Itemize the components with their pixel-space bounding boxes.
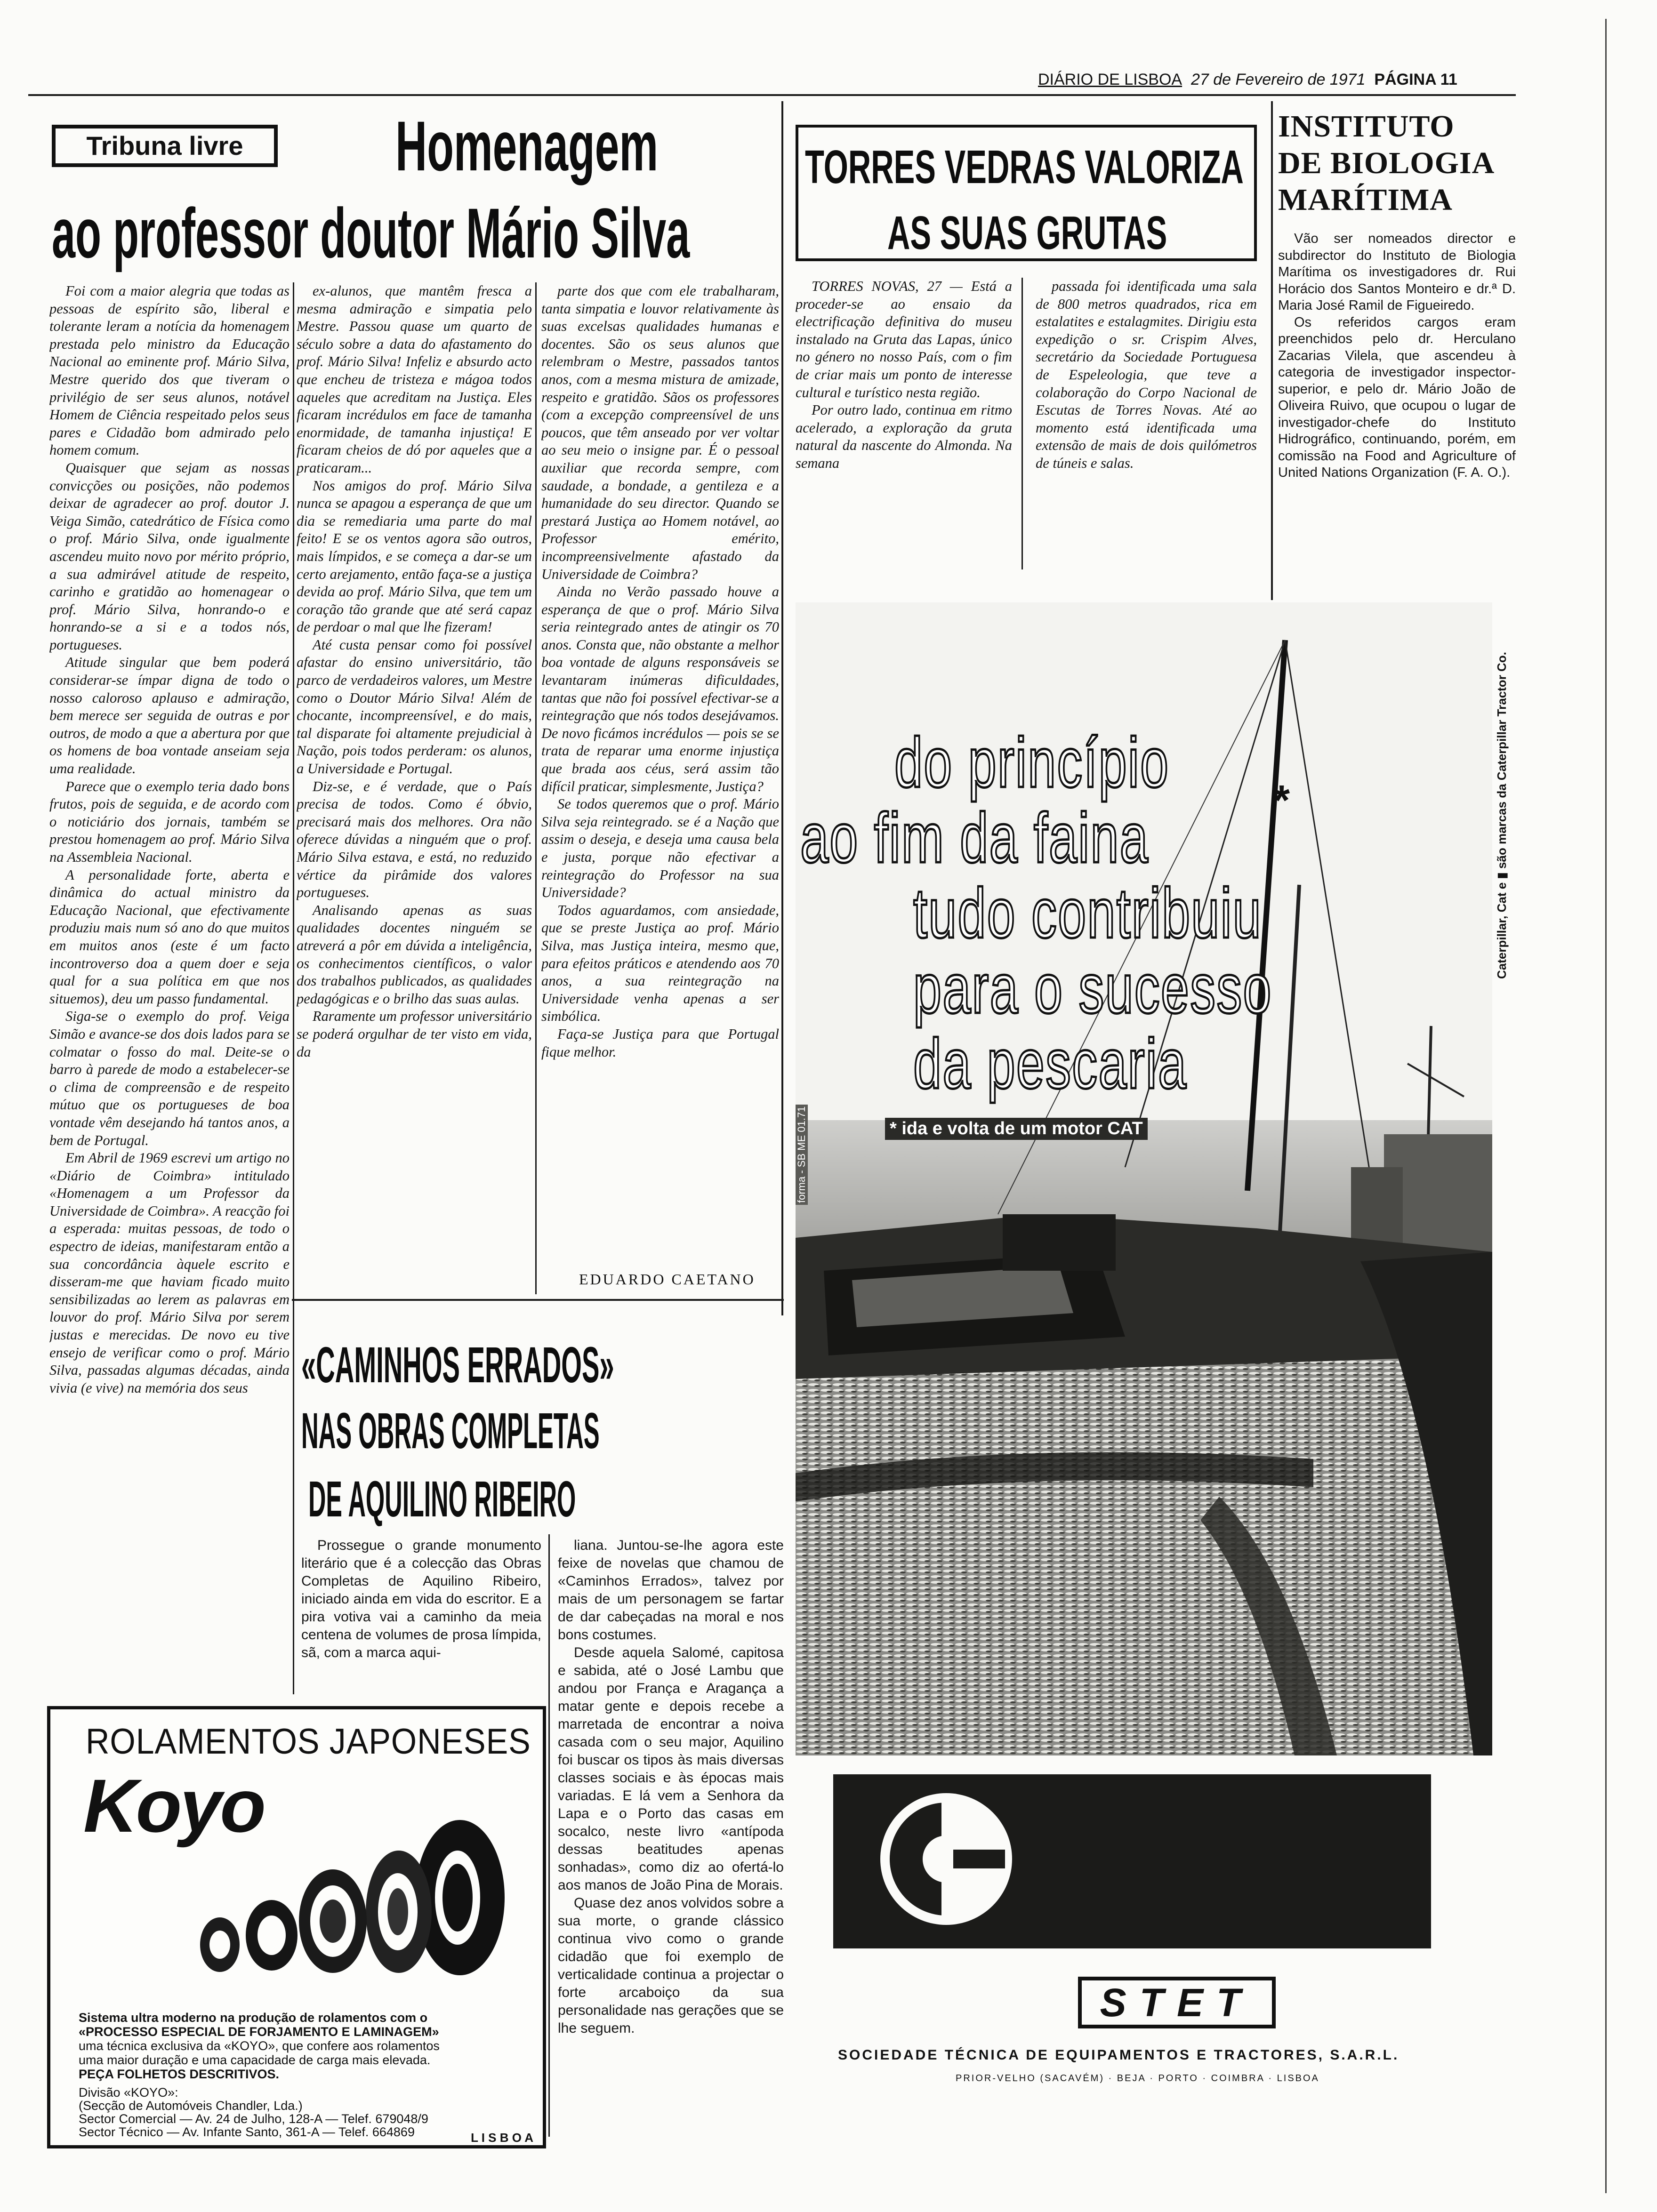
paragraph: Vão ser nomeados director e subdirector do Instituto de Biologia Marítima os investigadores dr. Rui Horácio dos Santos Monteiro e dr.ª D. Maria José Ramil de Figueiredo.: [1278, 231, 1516, 313]
instituto-headline-3: MARÍTIMA: [1278, 183, 1453, 217]
paragraph: Ainda no Verão passado houve a esperança de que o prof. Mário Silva seria reintegrado antes de atingir os 70 anos. Consta que, não obstante a melhor boa vontade de alguns responsáveis se levantaram inúmeras dificuldades, tantas que não foi possível efectivar-se a reintegração que nós todos desejávamos. De novo ficámos incrédulos — pois se se trata de reparar uma enorme injustiça que brada aos céus, será assim tão difícil praticar, simplesmente, Justiça?: [541, 584, 779, 794]
paragraph: Parece que o exemplo teria dado bons frutos, pois de seguida, e de acordo com o noticiário dos jornais, também se prestou homenagem ao prof. Mário Silva na Assembleia Nacional.: [49, 778, 290, 865]
paragraph: Todos aguardamos, com ansiedade, que se preste Justiça ao prof. Mário Silva, mas Justiça inteira, mesmo que, para efeitos práticos e atendendo aos 70 anos, a sua reintegração na Universidade venha apenas a ser simbólica.: [541, 902, 779, 1025]
paragraph: Em Abril de 1969 escrevi um artigo no «Diário de Coimbra» intitulado «Homenagem a um Professor da Universidade de Coimbra». A reacção foi a esperada: muitas pessoas, de todo o espectro de ideias, manifestaram então a sua concordância àquele escrito e disseram-me que haviam ficado muito sensibilizadas ao lerem as palavras em louvor do prof. Mário Silva por serem justas e merecidas. De novo eu tive ensejo de verificar como o prof. Mário Silva, passadas algumas décadas, ainda vivia (e vive) na memória dos seus: [49, 1150, 290, 1396]
paragraph: Siga-se o exemplo do prof. Veiga Simão e avance-se dos dois lados para se colmatar o fosso do mal. Deite-se o barro à parede de modo a estabelecer-se o clima de compreensão e de respeito mútuo que os portugueses de boa vontade vêm desejando há tantos anos, a bem de Portugal.: [49, 1008, 290, 1148]
paragraph: liana. Juntou-se-lhe agora este feixe de novelas que chamou de «Caminhos Errados», talvez por mais de um personagem se fartar de dar cabeçadas na moral e nos bons costumes.: [558, 1538, 784, 1643]
bearings-illustration: [177, 1818, 516, 1996]
koyo-city: L I S B O A: [471, 2131, 533, 2145]
paragraph: passada foi identificada uma sala de 800 metros quadrados, rica em estalatites e estalagmites. Dirigiu esta expedição o sr. Crispim Alves, secretário da Sociedade Portuguesa de Espeleologia, que teve a colaboração do Corpo Nacional de Escutas de Torres Novas. Até ao momento está identificada uma extensão de mais de dois quilómetros de túneis e salas.: [1036, 278, 1257, 471]
koyo-desc-line: uma maior duração e uma capacidade de carga mais elevada.: [79, 2053, 431, 2067]
masthead: [1038, 71, 1516, 94]
koyo-desc-line: uma técnica exclusiva da «KOYO», que confere aos rolamentos: [79, 2039, 440, 2053]
koyo-technical: Sector Técnico — Av. Infante Santo, 361-A — Telef. 664869: [79, 2125, 415, 2139]
paragraph: ex-alunos, que mantêm fresca a mesma admiração e simpatia pelo Mestre. Passou quase um quarto de século sobre a data do afastamento do prof. Mário Silva! Infeliz e absurdo acto que encheu de tristeza e mágoa todos aqueles que acreditam na Justiça. Eles ficaram incrédulos em face de tamanha enormidade, de tamanha injustiça! E ficaram cheios de dó por aqueles que a praticaram...: [297, 283, 532, 476]
torres-col-1: [796, 278, 1012, 579]
agency-credit: forma - SB ME 01.71: [796, 1105, 808, 1205]
cat-logo-icon: [876, 1788, 1017, 1930]
tribuna-col-1: [49, 282, 290, 1694]
paragraph: Quase dez anos volvidos sobre a sua morte, o grande clássico continua vivo como o grande cidadão que foi exemplo de verticalidade continua a projectar o forte arcaboiço da sua personalidade nas gerações que se lhe seguem.: [558, 1895, 784, 2036]
caminhos-headline-1: «CAMINHOS ERRADOS»: [301, 1336, 614, 1393]
koyo-division: Divisão «KOYO»:: [79, 2085, 178, 2100]
tribuna-headline-1: Homenagem: [395, 106, 659, 185]
instituto-headline-1: INSTITUTO: [1278, 109, 1455, 144]
tribuna-label: Tribuna livre: [86, 131, 243, 160]
instituto-headline: [1278, 108, 1523, 218]
stet-block: [796, 1755, 1502, 2170]
paragraph: A personalidade forte, aberta e dinâmica do actual ministro da Educação Nacional, que efectivamente produziu mais num só ano do que muitos em muitos anos (este é um facto incontroverso doa a quem doer e seja qual for a sua política em que nos situemos), deu um passo fundamental.: [49, 866, 290, 1007]
caminhos-col-1: [301, 1537, 541, 1692]
koyo-desc-line: Sistema ultra moderno na produção de rolamentos com o: [79, 2011, 428, 2025]
koyo-contacts: [79, 2086, 531, 2139]
section-rule: [1271, 101, 1273, 600]
stet-logo-text: STET: [1100, 1980, 1254, 2025]
stet-logo-box: [1078, 1977, 1276, 2028]
paragraph: Atitude singular que bem poderá considerar-se ímpar digna de todo o nosso caloroso aplauso e admiração, bem merece ser seguida de outras e por outros, de modo a que a abertura por que os homens de boa vontade anseiam seja uma realidade.: [49, 654, 290, 777]
stet-logo-panel: [833, 1774, 1431, 1948]
paragraph: TORRES NOVAS, 27 — Está a proceder-se ao ensaio da electrificação definitiva do museu instalado na Gruta das Lapas, único no género no nosso País, com o fim de criar mais um ponto de interesse cultural e turístico nesta região.: [796, 278, 1012, 401]
paragraph: Os referidos cargos eram preenchidos pelo dr. Herculano Zacarias Vilela, que ascendeu à categoria de investigador inspector-superior, e pelo dr. Mário João de Oliveira Ruivo, que ocupou o lugar de investigador-chefe do Instituto Hidrográfico, continuando, porém, em comissão na Food and Agriculture of United Nations Organization (F. A. O.).: [1278, 314, 1516, 480]
paragraph: Prossegue o grande monumento literário que é a colecção das Obras Completas de Aquilino Ribeiro, iniciado ainda em vida do escritor. E a pira votiva vai a caminho da meia centena de volumes de prosa límpida, sã, com a marca aqui-: [301, 1538, 541, 1660]
koyo-ad: [47, 1706, 546, 2148]
paragraph: Raramente um professor universitário se poderá orgulhar de ter visto em vida, da: [297, 1008, 532, 1060]
slogan-line: ao fim da faina: [800, 798, 1149, 877]
koyo-description: [79, 2011, 521, 2081]
paragraph: Desde aquela Salomé, capitosa e sabida, até o José Lambu que andou por França e Aragança a matar gente e depois recebe a marretada de encontrar a noiva casada com o seu major, Aquilino foi buscar os tipos às mais diversas classes sociais e às épocas mais variadas. E lá vem a Senhora da Lapa e o Porto das casas em socalco, neste livro «antípoda dessas beatitudes apenas sonhadas», como diz ao ofertá-lo aos manos de João Pina de Morais.: [558, 1645, 784, 1893]
column-rule: [293, 282, 294, 1694]
torres-headline-2: AS SUAS GRUTAS: [887, 207, 1167, 259]
tribuna-label-box: [52, 125, 278, 167]
article-signature: EDUARDO CAETANO: [579, 1271, 756, 1288]
masthead-rule: [28, 94, 1516, 96]
column-rule: [535, 282, 537, 1294]
paragraph: Analisando apenas as suas qualidades docentes ninguém se atreverá a pôr em dúvida a inteligência, os conhecimentos científicos, o valor dos trabalhos publicados, as qualidades pedagógicas e o brilho das suas aulas.: [297, 902, 532, 1007]
slogan-line: tudo contribuiu: [913, 874, 1262, 953]
section-rule: [781, 101, 783, 1315]
caminhos-col-2: [558, 1537, 784, 2144]
slogan-asterisk: *: [1273, 777, 1290, 824]
paragraph: Quaisquer que sejam as nossas convicções ou posições, não podemos deixar de agradecer ao prof. doutor J. Veiga Simão, catedrático de Física como o prof. Mário Silva, onde igualmente ascendeu muito novo por mérito próprio, a sua admirável atitude de respeito, carinho e gratidão ao homenagear o prof. Mário Silva, honrando-o e honrando-se a si e a todos nós, portugueses.: [49, 459, 290, 653]
slogan-line: da pescaria: [913, 1024, 1188, 1103]
tribuna-headline-2: ao professor doutor Mário Silva: [52, 193, 690, 272]
torres-col-2: [1036, 278, 1257, 579]
slogan-line: do princípio: [894, 723, 1170, 802]
slogan-line: para o sucesso: [913, 949, 1272, 1028]
koyo-commercial: Sector Comercial — Av. 24 de Julho, 128-A — Telef. 679048/9: [79, 2112, 428, 2126]
page-edge-rule: [1605, 19, 1607, 2193]
koyo-desc-line: «PROCESSO ESPECIAL DE FORJAMENTO E LAMINAGEM»: [79, 2025, 439, 2039]
paper-name: DIÁRIO DE LISBOA: [1038, 71, 1182, 88]
cat-footnote: * ida e volta de um motor CAT: [885, 1118, 1148, 1140]
stet-cities: PRIOR-VELHO (SACAVÉM) · BEJA · PORTO · COIMBRA · LISBOA: [956, 2073, 1319, 2084]
instituto-headline-2: DE BIOLOGIA: [1278, 146, 1495, 180]
tribuna-col-2: [297, 282, 532, 1318]
koyo-desc-line: PEÇA FOLHETOS DESCRITIVOS.: [79, 2067, 280, 2081]
paragraph: Foi com a maior alegria que todas as pessoas de espírito são, liberal e tolerante leram a notícia da homenagem prestada pelo ministro da Educação Nacional ao eminente prof. Mário Silva, Mestre querido dos que tiveram o privilégio de ser seus alunos, notável Homem de Ciência respeitado pelos seus pares e Cidadão bom admirado pelo homem comum.: [49, 283, 290, 458]
page-number: PÁGINA 11: [1374, 71, 1457, 88]
paragraph: parte dos que com ele trabalharam, tanta simpatia e louvor relativamente às suas excelsas qualidades humanas e docentes. São os seus alunos que relembram o Mestre, passados tantos anos, com a mesma mistura de amizade, respeito e gratidão. Sãos os professores (com a excepção compreensível de uns poucos, que têm anseado por ver voltar ao seu meio o insigne par. É o pessoal auxiliar que recorda sempre, com saudade, a bondade, a gentileza e a humanidade do seu director. Quando se prestará Justiça ao Homem notável, ao Professor emérito, incompreensivelmente afastado da Universidade de Coimbra?: [541, 283, 779, 582]
issue-date: 27 de Fevereiro de 1971: [1191, 71, 1366, 88]
trademark-credit: Caterpillar, Cat e ▮ são marcas da Caterpillar Tractor Co.: [1495, 652, 1509, 979]
section-rule: [292, 1299, 784, 1301]
koyo-title: ROLAMENTOS JAPONESES: [86, 1722, 531, 1762]
caminhos-headline-3: DE AQUILINO RIBEIRO: [308, 1470, 576, 1527]
paragraph: Se todos queremos que o prof. Mário Silva seja reintegrado. se é a Nação que assim o deseja, e deseja uma causa bela e justa, porque não efectivar a reintegração do Professor na sua Universidade?: [541, 796, 779, 901]
koyo-section: (Secção de Automóveis Chandler, Lda.): [79, 2099, 303, 2113]
torres-headline-1: TORRES VEDRAS VALORIZA: [805, 141, 1244, 193]
paragraph: Até custa pensar como foi possível afastar do ensino universitário, tão parco de verdadeiros valores, um Mestre como o Doutor Mário Silva! Além de chocante, incompreensível, e do mais, tal disparate foi altamente prejudicial à Nação, pois todos perderam: os alunos, a Universidade e Portugal.: [297, 636, 532, 777]
column-rule: [548, 1534, 550, 2137]
paragraph: Por outro lado, continua em ritmo acelerado, a exploração da gruta natural da nascente do Almonda. Na semana: [796, 402, 1012, 471]
column-rule: [1022, 278, 1023, 569]
caminhos-headline-2: NAS OBRAS COMPLETAS: [301, 1402, 600, 1459]
tribuna-col-3: [541, 282, 779, 1261]
paragraph: Diz-se, e é verdade, que o País precisa de todos. Como é óbvio, precisará mais dos melhores. Ora não oferece dúvidas a ninguém que o prof. Mário Silva estava, e está, no reduzido vértice da pirâmide dos valores portugueses.: [297, 778, 532, 901]
cat-slogan: [800, 725, 1389, 1101]
instituto-body: [1278, 231, 1516, 598]
paragraph: Nos amigos do prof. Mário Silva nunca se apagou a esperança de que um dia se remediaria uma parte do mal feito! E se os ventos agora são outros, mais límpidos, e se começa a dar-se um certo arejamento, então faça-se a justiça devida ao prof. Mário Silva, que tem um coração tão grande que até será capaz de perdoar o mal que lhe fizeram!: [297, 477, 532, 635]
stet-company: SOCIEDADE TÉCNICA DE EQUIPAMENTOS E TRACTORES, S.A.R.L.: [838, 2047, 1400, 2063]
koyo-brand: Koyo: [83, 1763, 264, 1848]
paragraph: Faça-se Justiça para que Portugal fique melhor.: [541, 1026, 779, 1060]
